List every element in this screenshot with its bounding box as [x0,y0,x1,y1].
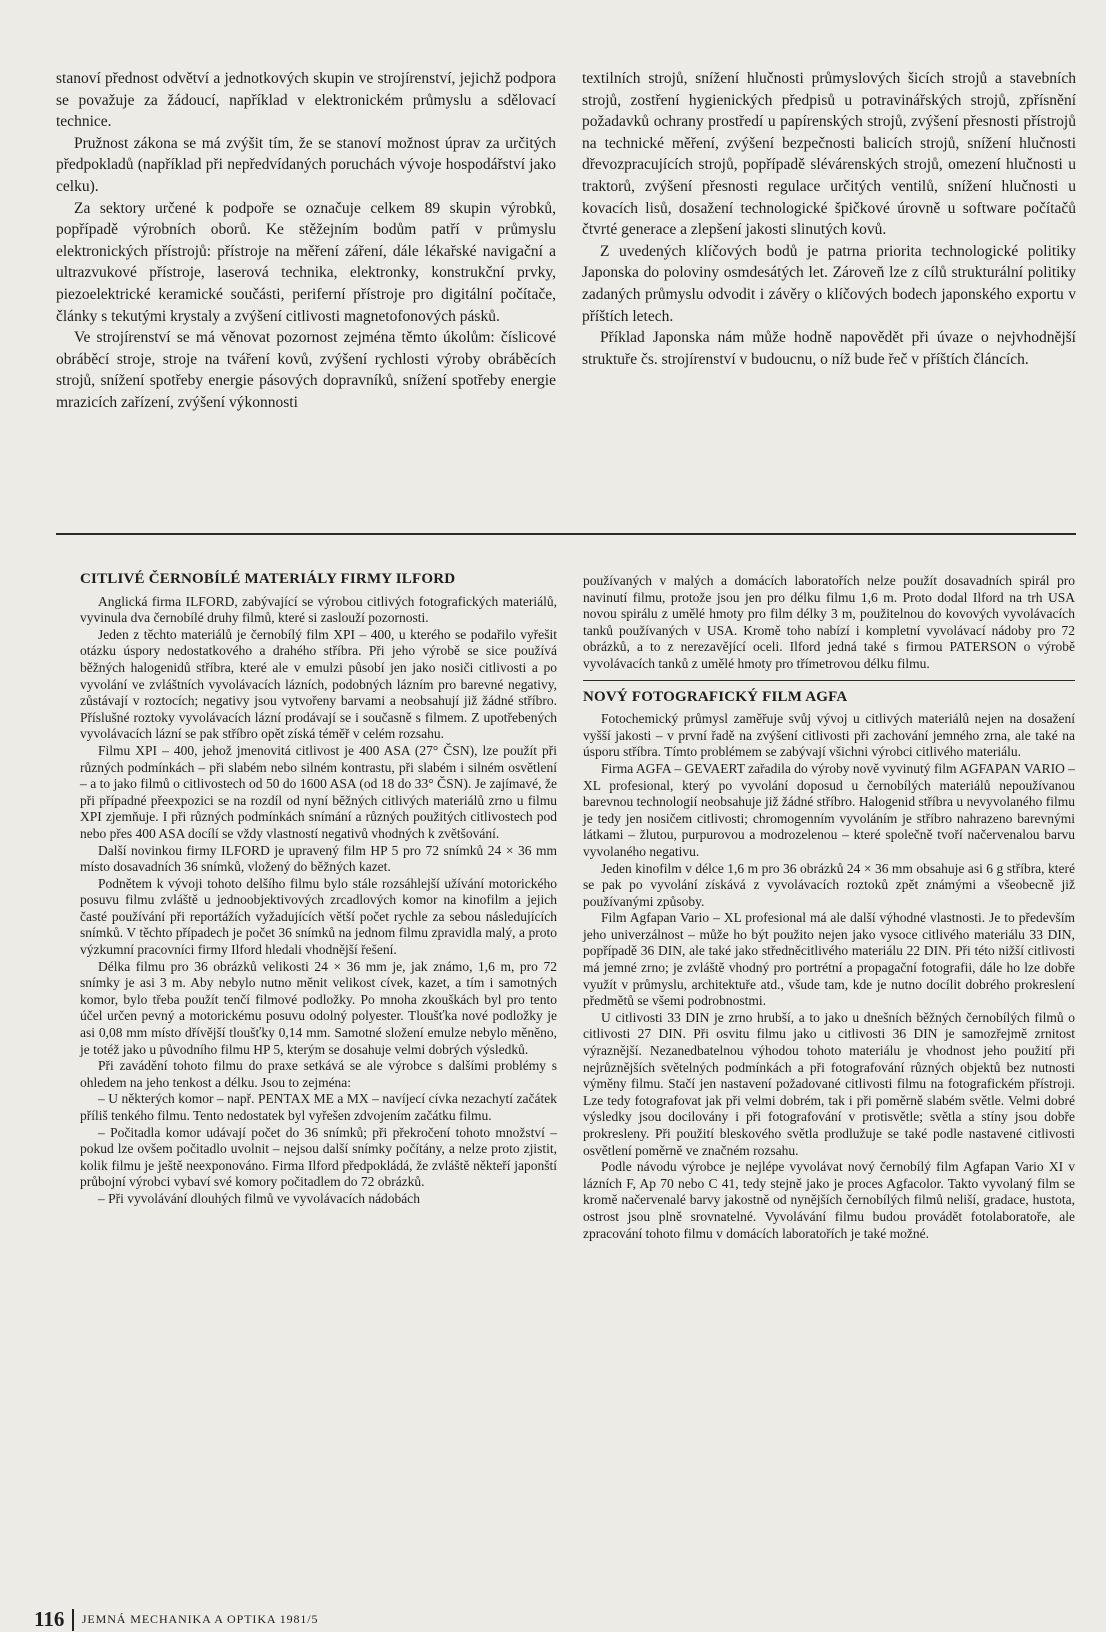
paragraph: Další novinkou firmy ILFORD je upravený film HP 5 pro 72 snímků 24 × 36 mm místo dosavadních 36 snímků, vložený do běžných kazet. [80,842,557,875]
article1-heading: CITLIVÉ ČERNOBÍLÉ MATERIÁLY FIRMY ILFORD [80,571,456,587]
section-divider [56,533,1076,535]
paragraph: Ve strojírenství se má věnovat pozornost zejména těmto úkolům: číslicové obráběcí stroje, stroje na tváření kovů, zvýšení rychlosti výroby obráběcích strojů, snížení spotřeby energie pásových dopravníků, snížení spotřeby energie mrazicích zařízení, zvýšení výkonnosti [56,329,556,411]
paragraph: Film Agfapan Vario – XL profesional má ale další výhodné vlastnosti. Je to především jeho univerzálnost – může ho být použito nejen jako vysoce citlivého materiálu 33 DIN, popřípadě 36 DIN, ale také jako středněcitlivého materiálu 22 DIN. Při této nižší citlivosti má jemné zrno; je zvláště vhodný pro portrétní a propagační fotografii, dále ho lze dobře využít v průmyslu, architektuře atd., všude tam, kde je nutno docílit dobrého prokreslení předmětů se všemi podrobnostmi. [583,910,1075,1009]
paragraph: používaných v malých a domácích laboratořích nelze použít dosavadních spirál pro navinutí filmu, protože jsou jen pro délku filmu 1,6 m. Proto dodal Ilford na trh USA novou spirálu z umělé hmoty pro film délky 3 m, použitelnou do kovových vyvolávacích tanků používaných v USA. Kromě toho nabízí i kompletní vyvolávací nádoby pro 72 obrázků, a to z nerezavějící oceli. Ilford jedná také s firmou PATERSON o výrobě vyvolávacích tanků z umělé hmoty pro třímetrovou délku filmu. [583,573,1075,671]
list-item: – Při vyvolávání dlouhých filmů ve vyvolávacích nádobách [98,1190,421,1206]
list-item: – U některých komor – např. PENTAX ME a MX – navíjecí cívka nezachytí začátek příliš tenkého filmu. Tento nedostatek byl vyřešen zdvojením začátku filmu. [80,1091,557,1123]
paragraph: stanoví přednost odvětví a jednotkových skupin ve strojírenství, jejichž podpora se považuje za žádoucí, například v elektronickém průmyslu a sdělovací technice. [56,70,556,131]
paragraph: Příklad Japonska nám může hodně napovědět při úvaze o nejvhodnější struktuře čs. strojírenství v budoucnu, o níž bude řeč v příštích článcích. [582,329,1076,368]
paragraph: textilních strojů, snížení hlučnosti průmyslových šicích strojů a stavebních strojů, zostření hygienických předpisů u potravinářských strojů, zpřísnění požadavků ochrany prostředí u papírenských strojů, zvýšení přesnosti přístrojů na technické měření, zvýšení bezpečnosti balicích strojů, snížení hlučnosti dřevozpracujících strojů, popřípadě slévárenských strojů, omezení hlučnosti u traktorů, zvýšení přesnosti regulace určitých ventilů, snížení hlučnosti u kovacích lisů, dosažení technologické špičkové úrovně u software počítačů čtvrté generace a zlepšení jakosti slinutých kovů. [582,70,1076,239]
footer-separator [72,1609,74,1631]
paragraph: Podnětem k vývoji tohoto delšího filmu bylo stále rozsáhlejší užívání motorického posuvu filmu zvláště u jednoobjektivových zrcadlových komor na kinofilm a jejich časté používání při reportážích vyžadujících větší počet rychle za sebou následujících snímků. V těchto případech je počet 36 snímků na jednom filmu zpravidla malý, a proto výzkumní pracovníci firmy Ilford hledali vhodnější řešení. [80,875,557,958]
article2-heading: NOVÝ FOTOGRAFICKÝ FILM AGFA [583,688,848,705]
paragraph: Z uvedených klíčových bodů je patrna priorita technologické politiky Japonska do poloviny osmdesátých let. Zároveň lze z cílů strukturální politiky zadaných průmyslu odvodit i závěry o klíčových bodech japonského exportu v příštích letech. [582,242,1076,325]
paragraph: Firma AGFA – GEVAERT zařadila do výroby nově vyvinutý film AGFAPAN VARIO – XL profesional, který po vyvolání doposud u černobílých materiálů nepoužívanou barevnou technologií neobsahuje již žádné stříbro. Halogenid stříbra u nevyvolaného filmu je tedy jen nosičem citlivosti; chromogenním vyvoláním je stříbro nahrazeno barevnými látkami – žlutou, purpurovou a modrozelenou – které společně tvoří načervenalou barvu vyvolaného negativu. [583,760,1075,859]
paragraph: Filmu XPI – 400, jehož jmenovitá citlivost je 400 ASA (27° ČSN), lze použít při různých podmínkách – při slabém nebo silném kontrastu, při slabém i silném osvětlení – a to jako filmů o citlivostech od 50 do 1600 ASA (od 18 do 33° ČSN). Je zajímavé, že při případné přeexpozici se na rozdíl od nyní běžných citlivých materiálů zrno u filmu XPI zjemňuje. I při různých podmínkách snímání a různých použitých citlivostech pod nebo přes 400 ASA docílí se vždy vlastností negativů vhodných k zvětšování. [80,742,557,841]
paragraph: Pružnost zákona se má zvýšit tím, že se stanoví možnost úprav za určitých předpokladů (například při nepředvídaných poruchách vývoje hospodářství jako celku). [56,134,556,195]
paragraph: Anglická firma ILFORD, zabývající se výrobou citlivých fotografických materiálů, vyvinula dva černobílé druhy filmů, které si zaslouží pozornosti. [80,593,557,626]
paragraph: U citlivosti 33 DIN je zrno hrubší, a to jako u dnešních běžných černobílých filmů o citlivosti 27 DIN. Při osvitu filmu jako u citlivosti 36 DIN je samozřejmě zrnitost výraznější. Nezanedbatelnou výhodou tohoto materiálu je vhodnost jeho použití při nejrůznějších světelných podmínkách a při fotografování různých objektů bez nutnosti výměny filmu. Stačí jen nastavení požadované citlivosti filmu na fotografickém přístroji. Lze tedy fotografovat jak při velmi dobrém, tak i při poměrně slabém světle. Velmi dobré výsledky jsou docilovány i při fotografování v protisvětle; světla a stíny jsou dobře prokresleny. Při použití bleskového světla prodlužuje se také podle nastavené citlivosti osvětlení poměrně ve značném rozsahu. [583,1009,1075,1158]
article1-left-column [80,571,557,1208]
paragraph: Podle návodu výrobce je nejlépe vyvolávat nový černobílý film Agfapan Vario XI v lázních F, Ap 70 nebo C 41, tedy stejně jako je proces Agfacolor. Takto vyvolaný film se kromě načervenalé barvy jakostně od nynějších černobílých filmů neliší, gradace, hustota, ostrost jsou plně srovnatelné. Vyvolávání filmu budou provádět fotolaboratoře, ale zpracování tohoto filmu v domácích laboratořích je také možné. [583,1159,1075,1241]
paragraph: Jeden kinofilm v délce 1,6 m pro 36 obrázků 24 × 36 mm obsahuje asi 6 g stříbra, které se pak po vyvolání získává z vyvolávacích roztoků zpět známými a všeobecně již používanými způsoby. [583,860,1075,909]
paragraph: Jeden z těchto materiálů je černobílý film XPI – 400, u kterého se podařilo vyřešit otázku úspory nedostatkového a drahého stříbra. Při jeho výrobě se sice používá běžných halogenidů stříbra, které ale v emulzi působí jen jako nosiči citlivosti a po vyvolání ve zvláštních vyvolávacích lázních, podobných lázním pro barevné negativy, zůstávají v roztocích; negativy jsou vytvořeny barvami a neobsahují již žádné stříbro. Příslušné roztoky vyvolávacích lázní prodávají se i současně s filmem. Z upotřebených vyvolávacích lázní se pak stříbro opět získá téměř v celém rozsahu. [80,626,557,742]
paragraph: Fotochemický průmysl zaměřuje svůj vývoj u citlivých materiálů nejen na dosažení vyšší jakosti – v první řadě na zvýšení citlivosti při zachování jemného zrna, ale také na úsporu stříbra. Tímto problémem se zabývají všichni výrobci citlivého materiálu. [583,711,1075,760]
paragraph: Při zavádění tohoto filmu do praxe setkává se ale výrobce s dalšími problémy s ohledem na jeho tenkost a délku. Jsou to zejména: [80,1058,557,1090]
right-bottom-column [583,573,1075,1242]
page-footer [34,1607,318,1632]
article-separator [583,680,1075,681]
paragraph: Za sektory určené k podpoře se označuje celkem 89 skupin výrobků, popřípadě výrobních oborů. Ke stěžejním bodům patří v průmyslu elektronických přístrojů: přístroje na měření záření, dále lékařské navigační a ultrazvukové přístroje, laserová technika, elektronky, konstrukční prvky, piezoelektrické keramické součásti, periferní přístroje pro digitální počítače, články s tekutými krystaly a zvýšení citlivosti magnetofonových pásků. [56,199,556,325]
paragraph: Délka filmu pro 36 obrázků velikosti 24 × 36 mm je, jak známo, 1,6 m, pro 72 snímky je asi 3 m. Aby nebylo nutno měnit velikost cívek, kazet, a tím i samotných komor, bylo třeba použít tenčí filmové podložky. Po mnoha zkouškách byl pro tento účel určen pevný a motorickému posuvu odolný polyester. Tloušťka nové podložky je asi 0,08 mm místo dřívější tloušťky 0,14 mm. Samotné složení emulze nebylo měněno, je totéž jako u původního filmu HP 5, kterým se dosahuje velmi dobrých výsledků. [80,958,557,1057]
top-left-column [56,68,556,414]
top-right-column [582,68,1076,370]
list-item: – Počitadla komor udávají počet do 36 snímků; při překročení tohoto množství – pokud lze ovšem počitadlo uvolnit – nejsou další snímky počítány, a nelze proto zjistit, kolik filmu je ještě neexponováno. Firma Ilford předpokládá, že zvláště někteří japonští průbojní výrobci vybaví své komory počitadlem do 72 obrázků. [80,1124,557,1190]
page-number: 116 [34,1607,65,1631]
journal-title: JEMNÁ MECHANIKA A OPTIKA 1981/5 [81,1612,319,1626]
